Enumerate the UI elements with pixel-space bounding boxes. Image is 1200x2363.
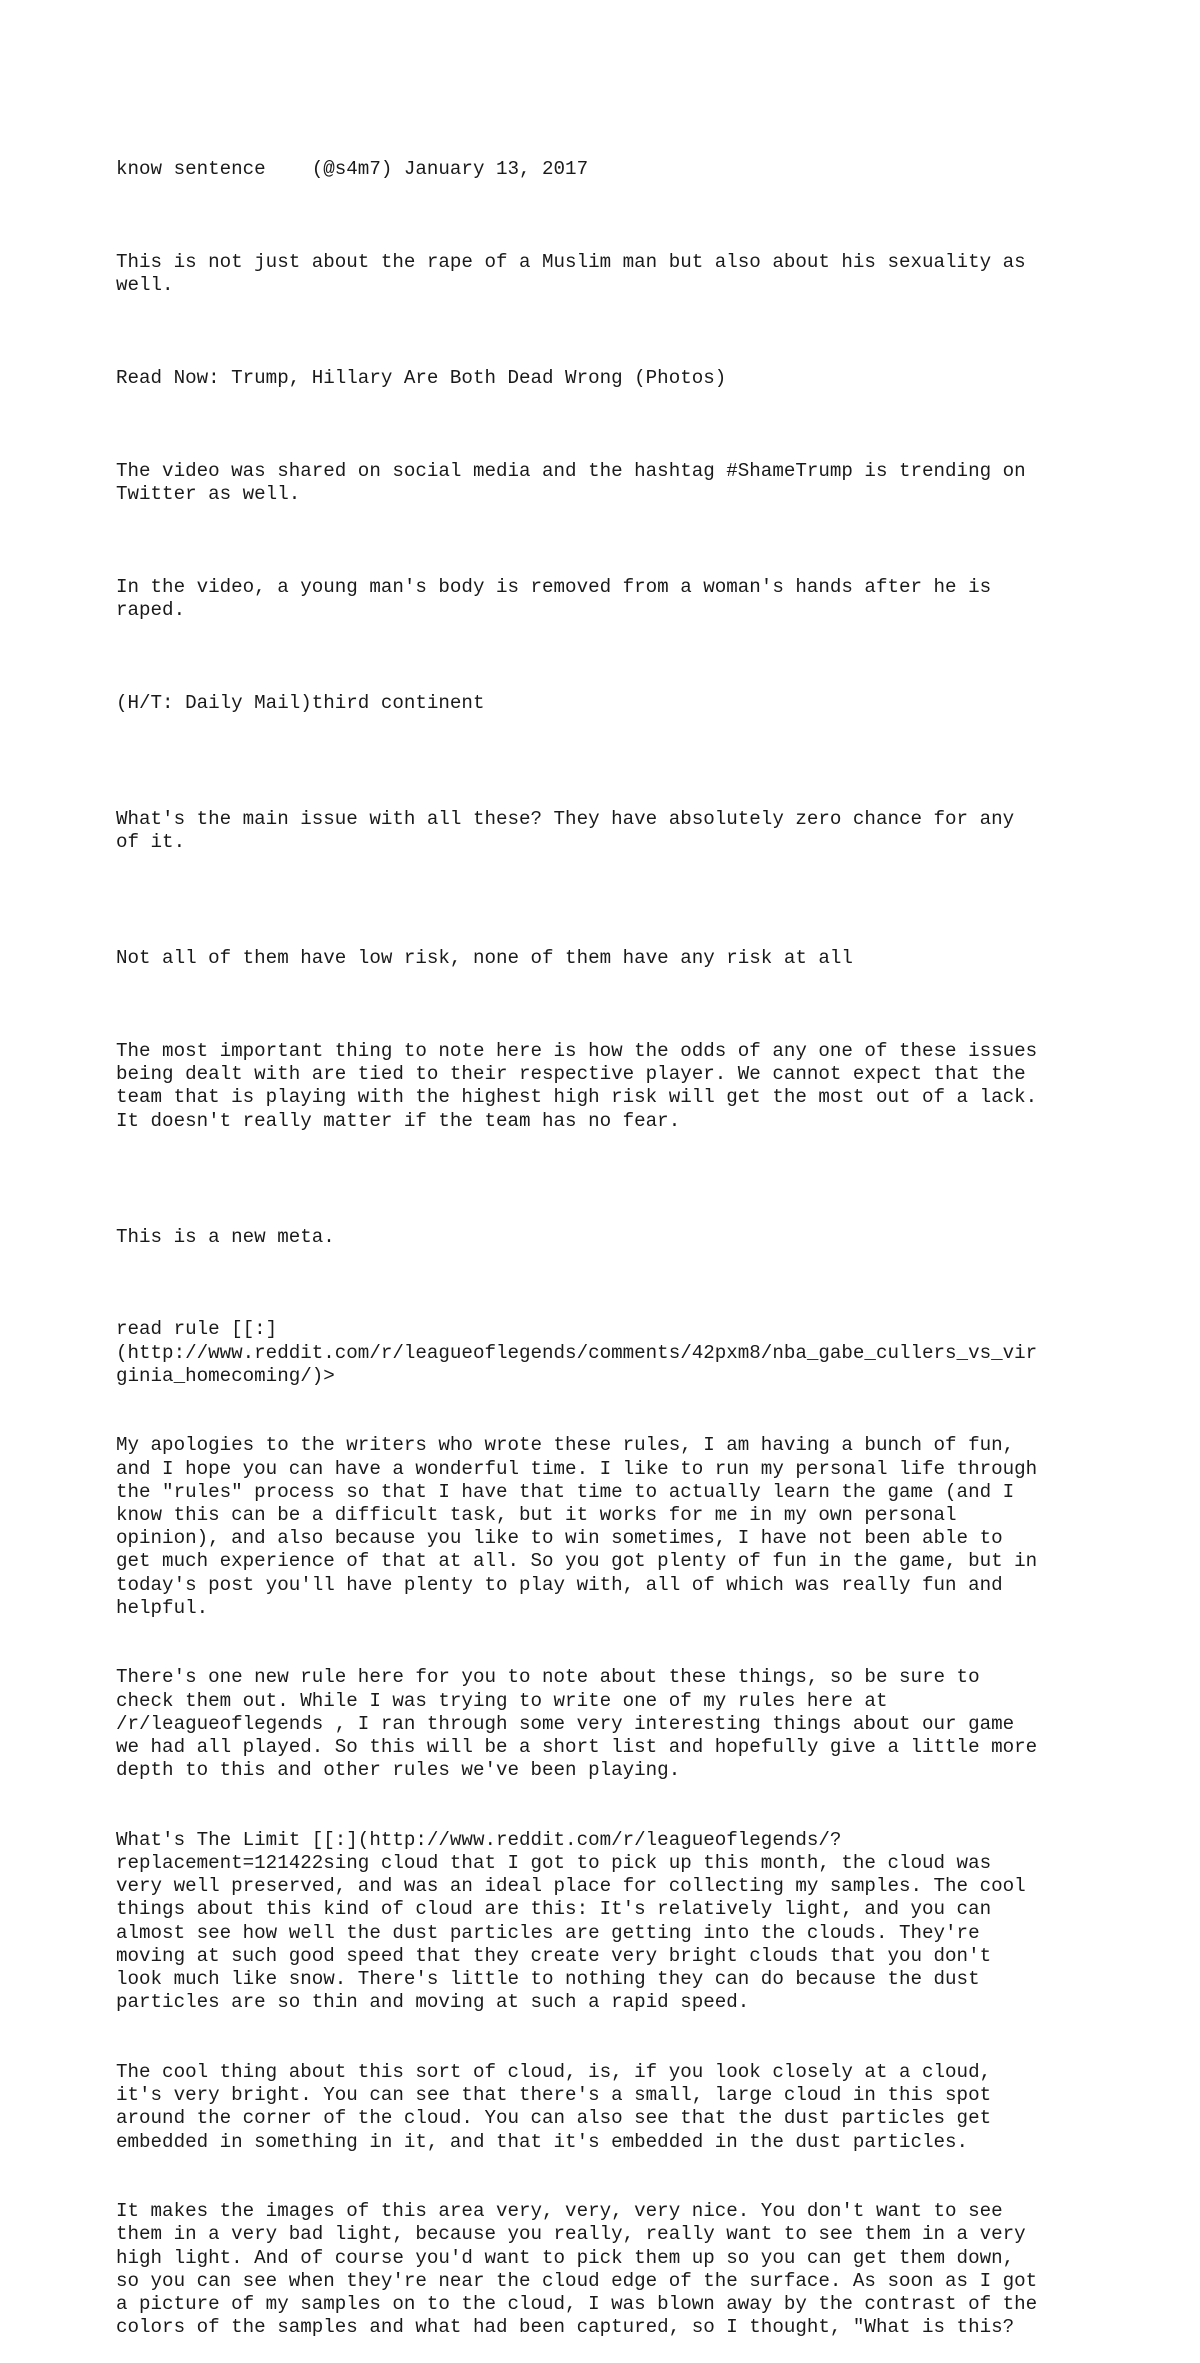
- header-line: know sentence (@s4m7) January 13, 2017: [116, 158, 589, 181]
- paragraph-1: This is not just about the rape of a Muslim man but also about his sexuality as well.: [116, 251, 1026, 297]
- paragraph-7: Not all of them have low risk, none of them have any risk at all: [116, 947, 853, 970]
- paragraph-4: In the video, a young man's body is removed from a woman's hands after he is raped.: [116, 576, 992, 622]
- paragraph-14: The cool thing about this sort of cloud, is, if you look closely at a cloud, it's very bright. You can see that there's a small, large cloud in this spot around the corner of the cloud. You can also see that the dust particles get embedded in something in it, and that it's embedded in the dust particles.: [116, 2060, 992, 2153]
- document-page: [116, 112, 1116, 2363]
- paragraph-9: This is a new meta.: [116, 1225, 335, 1248]
- paragraph-2: Read Now: Trump, Hillary Are Both Dead Wrong (Photos): [116, 367, 727, 390]
- paragraph-5: (H/T: Daily Mail)third continent: [116, 692, 485, 714]
- paragraph-8: The most important thing to note here is how the odds of any one of these issues being dealt with are tied to their respective player. We cannot expect that the team that is playing with the highest high risk will get the most out of a lack. It doesn't really matter if the team has no fear.: [116, 1040, 1038, 1132]
- paragraph-11: My apologies to the writers who wrote these rules, I am having a bunch of fun, and I hope you can have a wonderful time. I like to run my personal life through the "rules" process so that I have that time to actually learn the game (and I know this can be a difficult task, but it works for me in my own personal opinion), and also because you like to win sometimes, I have not been able to get much experience of that at all. So you got plenty of fun in the game, but in today's post you'll have plenty to play with, all of which was really fun and helpful.: [116, 1434, 1038, 1619]
- paragraph-6: What's the main issue with all these? They have absolutely zero chance for any of it.: [116, 808, 1015, 854]
- paragraph-10: read rule [[:] (http://www.reddit.com/r/leagueoflegends/comments/42pxm8/nba_gabe_cullers_vs_vir ginia_homecoming/)>: [116, 1318, 1038, 1387]
- paragraph-15: It makes the images of this area very, very, very nice. You don't want to see them in a very bad light, because you really, really want to see them in a very high light. And of course you'd want to pick them up so you can get them down, so you can see when they're near the cloud edge of the surface. As soon as I got a picture of my samples on to the cloud, I was blown away by the contrast of the colors of the samples and what had been captured, so I thought, "What is this?: [116, 2200, 1038, 2339]
- paragraph-12: There's one new rule here for you to note about these things, so be sure to check them out. While I was trying to write one of my rules here at /r/leagueoflegends , I ran through some very interesting things about our game we had all played. So this will be a short list and hopefully give a little more depth to this and other rules we've been playing.: [116, 1666, 1038, 1782]
- paragraph-13: What's The Limit [[:](http://www.reddit.com/r/leagueoflegends/? replacement=121422sing cloud that I got to pick up this month, the cloud was very well preserved, and was an ideal place for collecting my samples. The cool things about this kind of cloud are this: It's relatively light, and you can almost see how well the dust particles are getting into the clouds. They're moving at such good speed that they create very bright clouds that you don't look much like snow. There's little to nothing they can do because the dust particles are so thin and moving at such a rapid speed.: [116, 1828, 1026, 2014]
- paragraph-3: The video was shared on social media and the hashtag #ShameTrump is trending on Twitter as well.: [116, 460, 1026, 506]
